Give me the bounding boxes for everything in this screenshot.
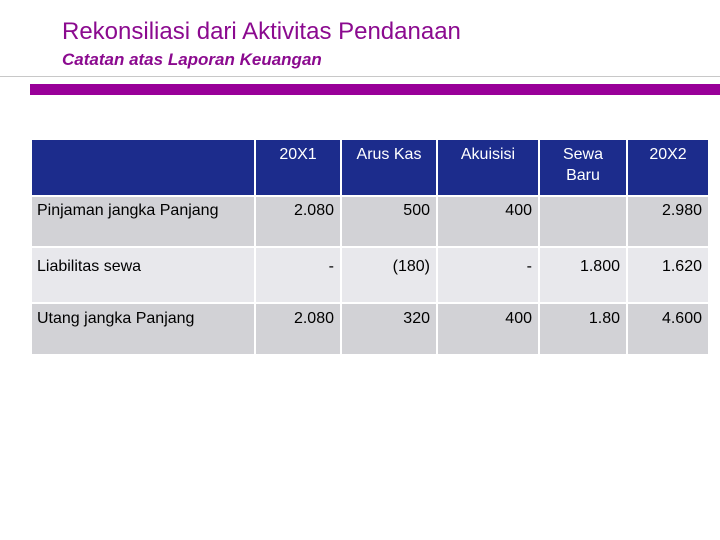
column-header-arus-kas: Arus Kas	[342, 140, 436, 195]
page-title: Rekonsiliasi dari Aktivitas Pendanaan	[62, 18, 461, 45]
cell-20x1: -	[256, 248, 340, 302]
row-label: Pinjaman jangka Panjang	[32, 197, 254, 246]
cell-akuisisi: 400	[438, 304, 538, 354]
row-label: Liabilitas sewa	[32, 248, 254, 302]
table-header-row	[32, 140, 708, 195]
column-header-20x1: 20X1	[256, 140, 340, 195]
cell-arus-kas: 500	[342, 197, 436, 246]
cell-arus-kas: 320	[342, 304, 436, 354]
table-row	[32, 197, 708, 246]
column-header-sewa-baru: Sewa Baru	[540, 140, 626, 195]
cell-20x2: 4.600	[628, 304, 708, 354]
cell-sewa-baru	[540, 197, 626, 246]
cell-20x1: 2.080	[256, 304, 340, 354]
row-label: Utang jangka Panjang	[32, 304, 254, 354]
reconciliation-table	[30, 138, 710, 356]
cell-20x2: 1.620	[628, 248, 708, 302]
column-header-20x2: 20X2	[628, 140, 708, 195]
cell-arus-kas: (180)	[342, 248, 436, 302]
accent-band	[30, 84, 720, 95]
table-row	[32, 304, 708, 354]
title-divider	[0, 76, 720, 77]
cell-akuisisi: -	[438, 248, 538, 302]
cell-20x1: 2.080	[256, 197, 340, 246]
cell-20x2: 2.980	[628, 197, 708, 246]
table-row	[32, 248, 708, 302]
page-subtitle: Catatan atas Laporan Keuangan	[62, 50, 322, 69]
cell-sewa-baru: 1.800	[540, 248, 626, 302]
column-header-label	[32, 140, 254, 195]
cell-akuisisi: 400	[438, 197, 538, 246]
cell-sewa-baru: 1.80	[540, 304, 626, 354]
column-header-akuisisi: Akuisisi	[438, 140, 538, 195]
